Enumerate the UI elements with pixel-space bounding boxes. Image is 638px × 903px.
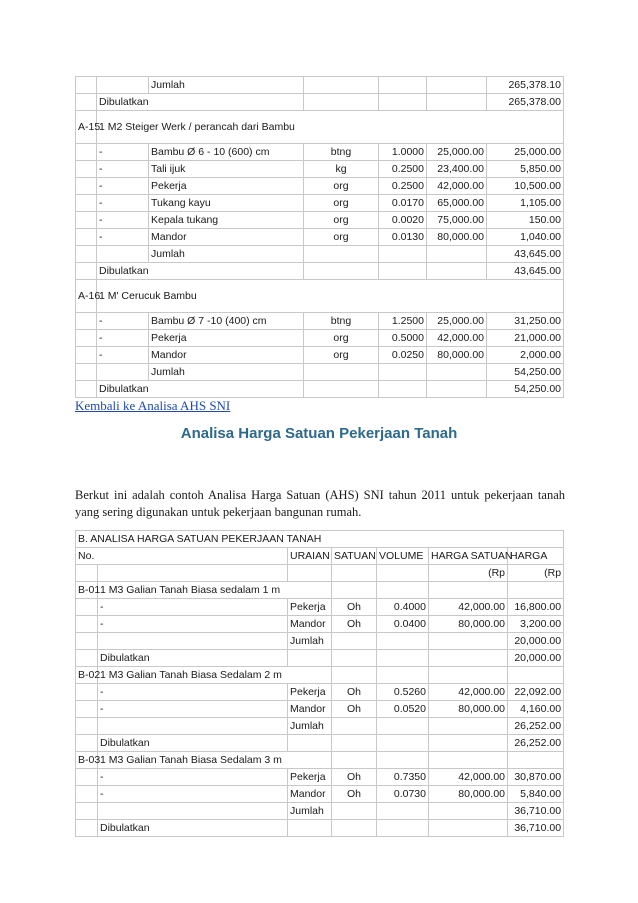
dibulatkan-row	[76, 820, 564, 837]
table-cell	[377, 820, 429, 837]
table-cell	[427, 77, 487, 94]
component-unit: Oh	[332, 616, 377, 633]
table-cell	[429, 820, 508, 837]
component-total: 1,105.00	[487, 195, 564, 212]
jumlah-label: Jumlah	[288, 633, 332, 650]
table-cell	[332, 667, 377, 684]
component-volume: 0.0400	[377, 616, 429, 633]
component-total: 16,800.00	[508, 599, 564, 616]
component-row	[76, 701, 564, 718]
table-cell	[76, 718, 98, 735]
table-cell	[379, 364, 427, 381]
dibulatkan-row	[76, 650, 564, 667]
component-name: Tukang kayu	[149, 195, 304, 212]
component-unit: Oh	[332, 684, 377, 701]
component-name: Bambu Ø 6 - 10 (600) cm	[149, 144, 304, 161]
table-cell	[76, 769, 98, 786]
component-price: 42,000.00	[429, 769, 508, 786]
dibulatkan-row	[76, 263, 564, 280]
component-volume: 0.7350	[377, 769, 429, 786]
component-price: 65,000.00	[427, 195, 487, 212]
component-name: Pekerja	[149, 178, 304, 195]
table-cell	[304, 77, 379, 94]
jumlah-row	[76, 364, 564, 381]
component-row	[76, 161, 564, 178]
table-cell	[97, 77, 149, 94]
table-cell	[76, 161, 97, 178]
component-row	[76, 599, 564, 616]
component-total: 25,000.00	[487, 144, 564, 161]
header-harga: HARGA	[508, 548, 564, 565]
table-cell	[429, 650, 508, 667]
component-total: 22,092.00	[508, 684, 564, 701]
table-cell	[332, 650, 377, 667]
table-cell	[379, 263, 427, 280]
component-name: Pekerja	[288, 684, 332, 701]
dibulatkan-row	[76, 94, 564, 111]
analysis-table-b	[75, 530, 564, 837]
component-coefficient: 0.0020	[379, 212, 427, 229]
component-coefficient: 0.2500	[379, 178, 427, 195]
component-price: 80,000.00	[427, 347, 487, 364]
table-cell	[76, 786, 98, 803]
table-cell	[429, 633, 508, 650]
table-cell	[304, 263, 379, 280]
component-volume: 0.0730	[377, 786, 429, 803]
jumlah-value: 54,250.00	[487, 364, 564, 381]
table-cell	[332, 633, 377, 650]
component-coefficient: 0.0250	[379, 347, 427, 364]
table-cell	[377, 633, 429, 650]
component-total: 3,200.00	[508, 616, 564, 633]
table-cell	[508, 582, 564, 599]
component-unit: kg	[304, 161, 379, 178]
jumlah-value: 43,645.00	[487, 246, 564, 263]
table-cell	[377, 582, 429, 599]
header-harga-satuan-unit: (Rp	[429, 565, 508, 582]
table-cell	[508, 667, 564, 684]
dibulatkan-label: Dibulatkan	[98, 735, 288, 752]
component-unit: org	[304, 330, 379, 347]
component-unit: btng	[304, 313, 379, 330]
table-cell	[429, 735, 508, 752]
component-price: 42,000.00	[427, 330, 487, 347]
item-code: B-01	[76, 582, 98, 599]
table-cell	[76, 229, 97, 246]
table-cell	[97, 364, 149, 381]
header-no: No.	[76, 548, 288, 565]
header-satuan: SATUAN	[332, 548, 377, 565]
dash: -	[97, 178, 149, 195]
component-price: 80,000.00	[427, 229, 487, 246]
table-cell	[427, 364, 487, 381]
jumlah-label: Jumlah	[149, 246, 304, 263]
component-coefficient: 0.5000	[379, 330, 427, 347]
table-cell	[98, 565, 288, 582]
component-name: Mandor	[288, 786, 332, 803]
header-harga-unit: (Rp	[508, 565, 564, 582]
back-to-ahs-sni-link[interactable]: Kembali ke Analisa AHS SNI	[75, 398, 231, 413]
table-cell	[288, 820, 332, 837]
table-cell	[76, 347, 97, 364]
table-cell	[76, 212, 97, 229]
component-name: Pekerja	[288, 599, 332, 616]
component-unit: Oh	[332, 599, 377, 616]
component-unit: org	[304, 178, 379, 195]
dibulatkan-label: Dibulatkan	[98, 820, 288, 837]
item-title: 1 M' Cerucuk Bambu	[97, 280, 564, 313]
intro-paragraph: Berkut ini adalah contoh Analisa Harga Satuan (AHS) SNI tahun 2011 untuk pekerjaan tanah yang sering digunakan untuk pekerjaan bangunan rumah.	[75, 488, 565, 519]
dibulatkan-value: 26,252.00	[508, 735, 564, 752]
component-name: Mandor	[288, 701, 332, 718]
table-cell	[332, 820, 377, 837]
table-cell	[76, 616, 98, 633]
table-cell	[429, 718, 508, 735]
table-cell	[429, 667, 508, 684]
component-coefficient: 0.0170	[379, 195, 427, 212]
jumlah-row	[76, 77, 564, 94]
table-caption: B. ANALISA HARGA SATUAN PEKERJAAN TANAH	[76, 531, 564, 548]
table-cell	[76, 364, 97, 381]
table-cell	[76, 77, 97, 94]
table-cell	[76, 803, 98, 820]
dash: -	[98, 616, 288, 633]
component-unit: org	[304, 347, 379, 364]
table-cell	[304, 94, 379, 111]
component-total: 31,250.00	[487, 313, 564, 330]
table-cell	[76, 599, 98, 616]
item-code: A-15	[76, 111, 97, 144]
component-total: 30,870.00	[508, 769, 564, 786]
component-price: 80,000.00	[429, 786, 508, 803]
jumlah-value: 36,710.00	[508, 803, 564, 820]
component-name: Bambu Ø 7 -10 (400) cm	[149, 313, 304, 330]
component-name: Pekerja	[288, 769, 332, 786]
component-coefficient: 0.0130	[379, 229, 427, 246]
dibulatkan-label: Dibulatkan	[97, 263, 304, 280]
jumlah-row	[76, 633, 564, 650]
component-unit: Oh	[332, 701, 377, 718]
section-heading: Analisa Harga Satuan Pekerjaan Tanah	[180, 425, 458, 442]
table-cell	[76, 820, 98, 837]
component-total: 5,840.00	[508, 786, 564, 803]
dibulatkan-value: 54,250.00	[487, 381, 564, 398]
dash: -	[97, 347, 149, 364]
component-price: 75,000.00	[427, 212, 487, 229]
table-cell	[98, 718, 288, 735]
dibulatkan-row	[76, 735, 564, 752]
table-cell	[76, 684, 98, 701]
table-cell	[377, 803, 429, 820]
component-name: Tali ijuk	[149, 161, 304, 178]
jumlah-row	[76, 246, 564, 263]
item-title: 1 M2 Steiger Werk / perancah dari Bambu	[97, 111, 564, 144]
table-cell	[76, 701, 98, 718]
table-cell	[332, 752, 377, 769]
dibulatkan-label: Dibulatkan	[97, 94, 304, 111]
table-cell	[76, 195, 97, 212]
component-name: Pekerja	[149, 330, 304, 347]
jumlah-row	[76, 803, 564, 820]
table-cell	[332, 718, 377, 735]
table-cell	[427, 246, 487, 263]
dash: -	[97, 212, 149, 229]
component-price: 23,400.00	[427, 161, 487, 178]
table-cell	[332, 565, 377, 582]
item-code: A-16	[76, 280, 97, 313]
component-unit: org	[304, 212, 379, 229]
dash: -	[97, 330, 149, 347]
table-cell	[76, 735, 98, 752]
dibulatkan-value: 20,000.00	[508, 650, 564, 667]
dibulatkan-value: 43,645.00	[487, 263, 564, 280]
table-cell	[429, 582, 508, 599]
component-row	[76, 229, 564, 246]
component-row	[76, 195, 564, 212]
component-total: 2,000.00	[487, 347, 564, 364]
header-row	[76, 548, 564, 565]
component-volume: 0.5260	[377, 684, 429, 701]
component-coefficient: 1.2500	[379, 313, 427, 330]
component-volume: 0.4000	[377, 599, 429, 616]
dash: -	[98, 786, 288, 803]
table-cell	[427, 381, 487, 398]
component-price: 25,000.00	[427, 313, 487, 330]
dibulatkan-label: Dibulatkan	[97, 381, 304, 398]
jumlah-value: 26,252.00	[508, 718, 564, 735]
component-total: 1,040.00	[487, 229, 564, 246]
component-price: 42,000.00	[429, 599, 508, 616]
dash: -	[98, 684, 288, 701]
table-cell	[76, 178, 97, 195]
dash: -	[98, 701, 288, 718]
jumlah-value: 20,000.00	[508, 633, 564, 650]
table-cell	[379, 94, 427, 111]
jumlah-label: Jumlah	[149, 77, 304, 94]
component-row	[76, 786, 564, 803]
table-cell	[76, 263, 97, 280]
header-sub-row	[76, 565, 564, 582]
jumlah-value: 265,378.10	[487, 77, 564, 94]
table-cell	[76, 246, 97, 263]
table-cell	[377, 667, 429, 684]
table-cell	[377, 752, 429, 769]
table-cell	[98, 803, 288, 820]
table-cell	[429, 752, 508, 769]
table-cell	[97, 246, 149, 263]
component-name: Mandor	[288, 616, 332, 633]
jumlah-row	[76, 718, 564, 735]
table-cell	[332, 803, 377, 820]
table-cell	[288, 565, 332, 582]
table-cell	[379, 381, 427, 398]
component-row	[76, 212, 564, 229]
dash: -	[98, 599, 288, 616]
component-coefficient: 0.2500	[379, 161, 427, 178]
table-cell	[304, 381, 379, 398]
table-cell	[379, 246, 427, 263]
header-volume: VOLUME	[377, 548, 429, 565]
table-cell	[288, 650, 332, 667]
table-cell	[304, 364, 379, 381]
component-price: 80,000.00	[429, 616, 508, 633]
component-total: 150.00	[487, 212, 564, 229]
component-total: 10,500.00	[487, 178, 564, 195]
table-cell	[76, 330, 97, 347]
component-total: 5,850.00	[487, 161, 564, 178]
component-name: Mandor	[149, 229, 304, 246]
dibulatkan-row	[76, 381, 564, 398]
component-row	[76, 330, 564, 347]
component-row	[76, 347, 564, 364]
table-caption-row	[76, 531, 564, 548]
dash: -	[97, 313, 149, 330]
item-title: 1 M3 Galian Tanah Biasa Sedalam 2 m	[98, 667, 332, 684]
component-price: 25,000.00	[427, 144, 487, 161]
component-total: 4,160.00	[508, 701, 564, 718]
dash: -	[97, 229, 149, 246]
table-cell	[76, 650, 98, 667]
component-price: 42,000.00	[427, 178, 487, 195]
table-cell	[304, 246, 379, 263]
component-unit: btng	[304, 144, 379, 161]
component-row	[76, 144, 564, 161]
table-cell	[379, 77, 427, 94]
dash: -	[97, 195, 149, 212]
analysis-table-a	[75, 76, 564, 398]
table-cell	[76, 565, 98, 582]
component-unit: Oh	[332, 786, 377, 803]
table-cell	[76, 381, 97, 398]
table-cell	[508, 752, 564, 769]
component-row	[76, 769, 564, 786]
component-row	[76, 616, 564, 633]
jumlah-label: Jumlah	[288, 803, 332, 820]
table-cell	[76, 94, 97, 111]
table-cell	[76, 313, 97, 330]
item-title: 1 M3 Galian Tanah Biasa sedalam 1 m	[98, 582, 332, 599]
component-price: 42,000.00	[429, 684, 508, 701]
table-cell	[377, 718, 429, 735]
dash: -	[97, 161, 149, 178]
table-cell	[332, 582, 377, 599]
item-title-row	[76, 752, 564, 769]
dash: -	[97, 144, 149, 161]
table-cell	[76, 633, 98, 650]
component-name: Kepala tukang	[149, 212, 304, 229]
item-code: B-03	[76, 752, 98, 769]
table-cell	[377, 565, 429, 582]
component-row	[76, 178, 564, 195]
component-price: 80,000.00	[429, 701, 508, 718]
table-cell	[288, 735, 332, 752]
component-name: Mandor	[149, 347, 304, 364]
jumlah-label: Jumlah	[288, 718, 332, 735]
table-cell	[429, 803, 508, 820]
component-unit: org	[304, 229, 379, 246]
dibulatkan-value: 265,378.00	[487, 94, 564, 111]
table-cell	[377, 735, 429, 752]
item-code: B-02	[76, 667, 98, 684]
component-unit: org	[304, 195, 379, 212]
component-unit: Oh	[332, 769, 377, 786]
jumlah-label: Jumlah	[149, 364, 304, 381]
component-volume: 0.0520	[377, 701, 429, 718]
table-cell	[76, 144, 97, 161]
table-cell	[98, 633, 288, 650]
header-uraian: URAIAN	[288, 548, 332, 565]
dibulatkan-label: Dibulatkan	[98, 650, 288, 667]
dibulatkan-value: 36,710.00	[508, 820, 564, 837]
component-coefficient: 1.0000	[379, 144, 427, 161]
header-harga-satuan: HARGA SATUAN	[429, 548, 508, 565]
table-cell	[427, 263, 487, 280]
component-row	[76, 313, 564, 330]
item-title: 1 M3 Galian Tanah Biasa Sedalam 3 m	[98, 752, 332, 769]
table-cell	[377, 650, 429, 667]
table-cell	[332, 735, 377, 752]
component-row	[76, 684, 564, 701]
table-cell	[427, 94, 487, 111]
dash: -	[98, 769, 288, 786]
item-title-row	[76, 667, 564, 684]
component-total: 21,000.00	[487, 330, 564, 347]
item-title-row	[76, 582, 564, 599]
